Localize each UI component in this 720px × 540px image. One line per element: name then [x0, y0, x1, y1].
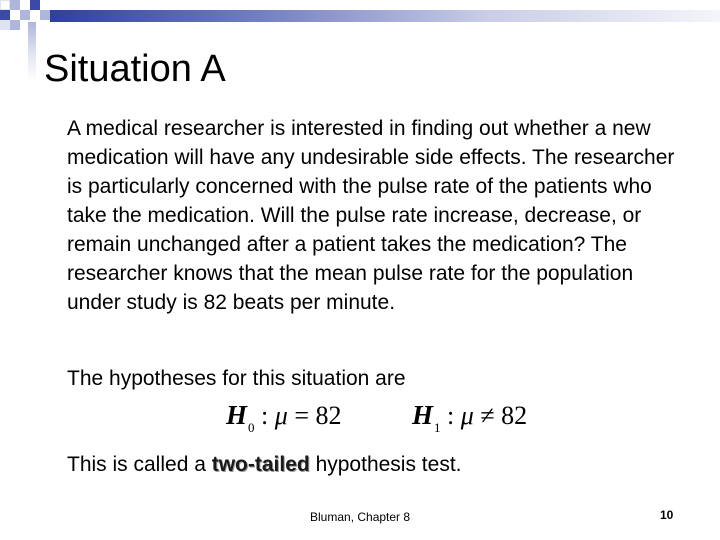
null-hypothesis-relation: = [294, 401, 309, 430]
checker-square [40, 10, 50, 20]
null-hypothesis-value: 82 [315, 401, 342, 430]
test-type-prefix: This is called a [67, 453, 206, 476]
null-hypothesis-colon: : [261, 401, 269, 430]
side-gradient-bar [28, 22, 36, 82]
test-type-sentence [67, 450, 462, 479]
slide-title: Situation A [44, 48, 226, 90]
null-hypothesis-symbol: H [226, 400, 248, 430]
checker-square [0, 10, 10, 20]
test-type-suffix: hypothesis test. [315, 453, 462, 476]
hypotheses-intro: The hypotheses for this situation are [67, 367, 406, 390]
alt-hypothesis-value: 82 [501, 401, 528, 430]
null-hypothesis-parameter: μ [274, 401, 288, 430]
checker-square [10, 10, 20, 20]
checker-square [20, 0, 30, 10]
null-hypothesis-subscript: 0 [248, 420, 255, 435]
alt-hypothesis-formula [412, 400, 527, 440]
checker-square [10, 0, 20, 10]
alt-hypothesis-parameter: μ [460, 401, 474, 430]
footer-source: Bluman, Chapter 8 [310, 510, 411, 524]
header-gradient-bar [50, 10, 720, 22]
page-number: 10 [660, 508, 674, 522]
checker-square [0, 20, 10, 30]
checker-square [30, 0, 40, 10]
null-hypothesis-formula [226, 400, 341, 440]
alt-hypothesis-colon: : [447, 401, 455, 430]
checker-square [0, 0, 10, 10]
situation-paragraph: A medical researcher is interested in finding out whether a new medication will have any undesirable side effects. The researcher is particularly concerned with the pulse rate of the patients who take the medication. Will the pulse rate increase, decrease, or remain unchanged after a patient takes the medication? The researcher knows that the mean pulse rate for the population under study is 82 beats per minute. [67, 117, 675, 314]
checker-square [10, 20, 20, 30]
checker-square [20, 10, 30, 20]
test-type-emphasis: two-tailed [211, 453, 310, 476]
alt-hypothesis-symbol: H [412, 400, 434, 430]
alt-hypothesis-relation: ≠ [480, 401, 495, 430]
alt-hypothesis-subscript: 1 [434, 420, 441, 435]
